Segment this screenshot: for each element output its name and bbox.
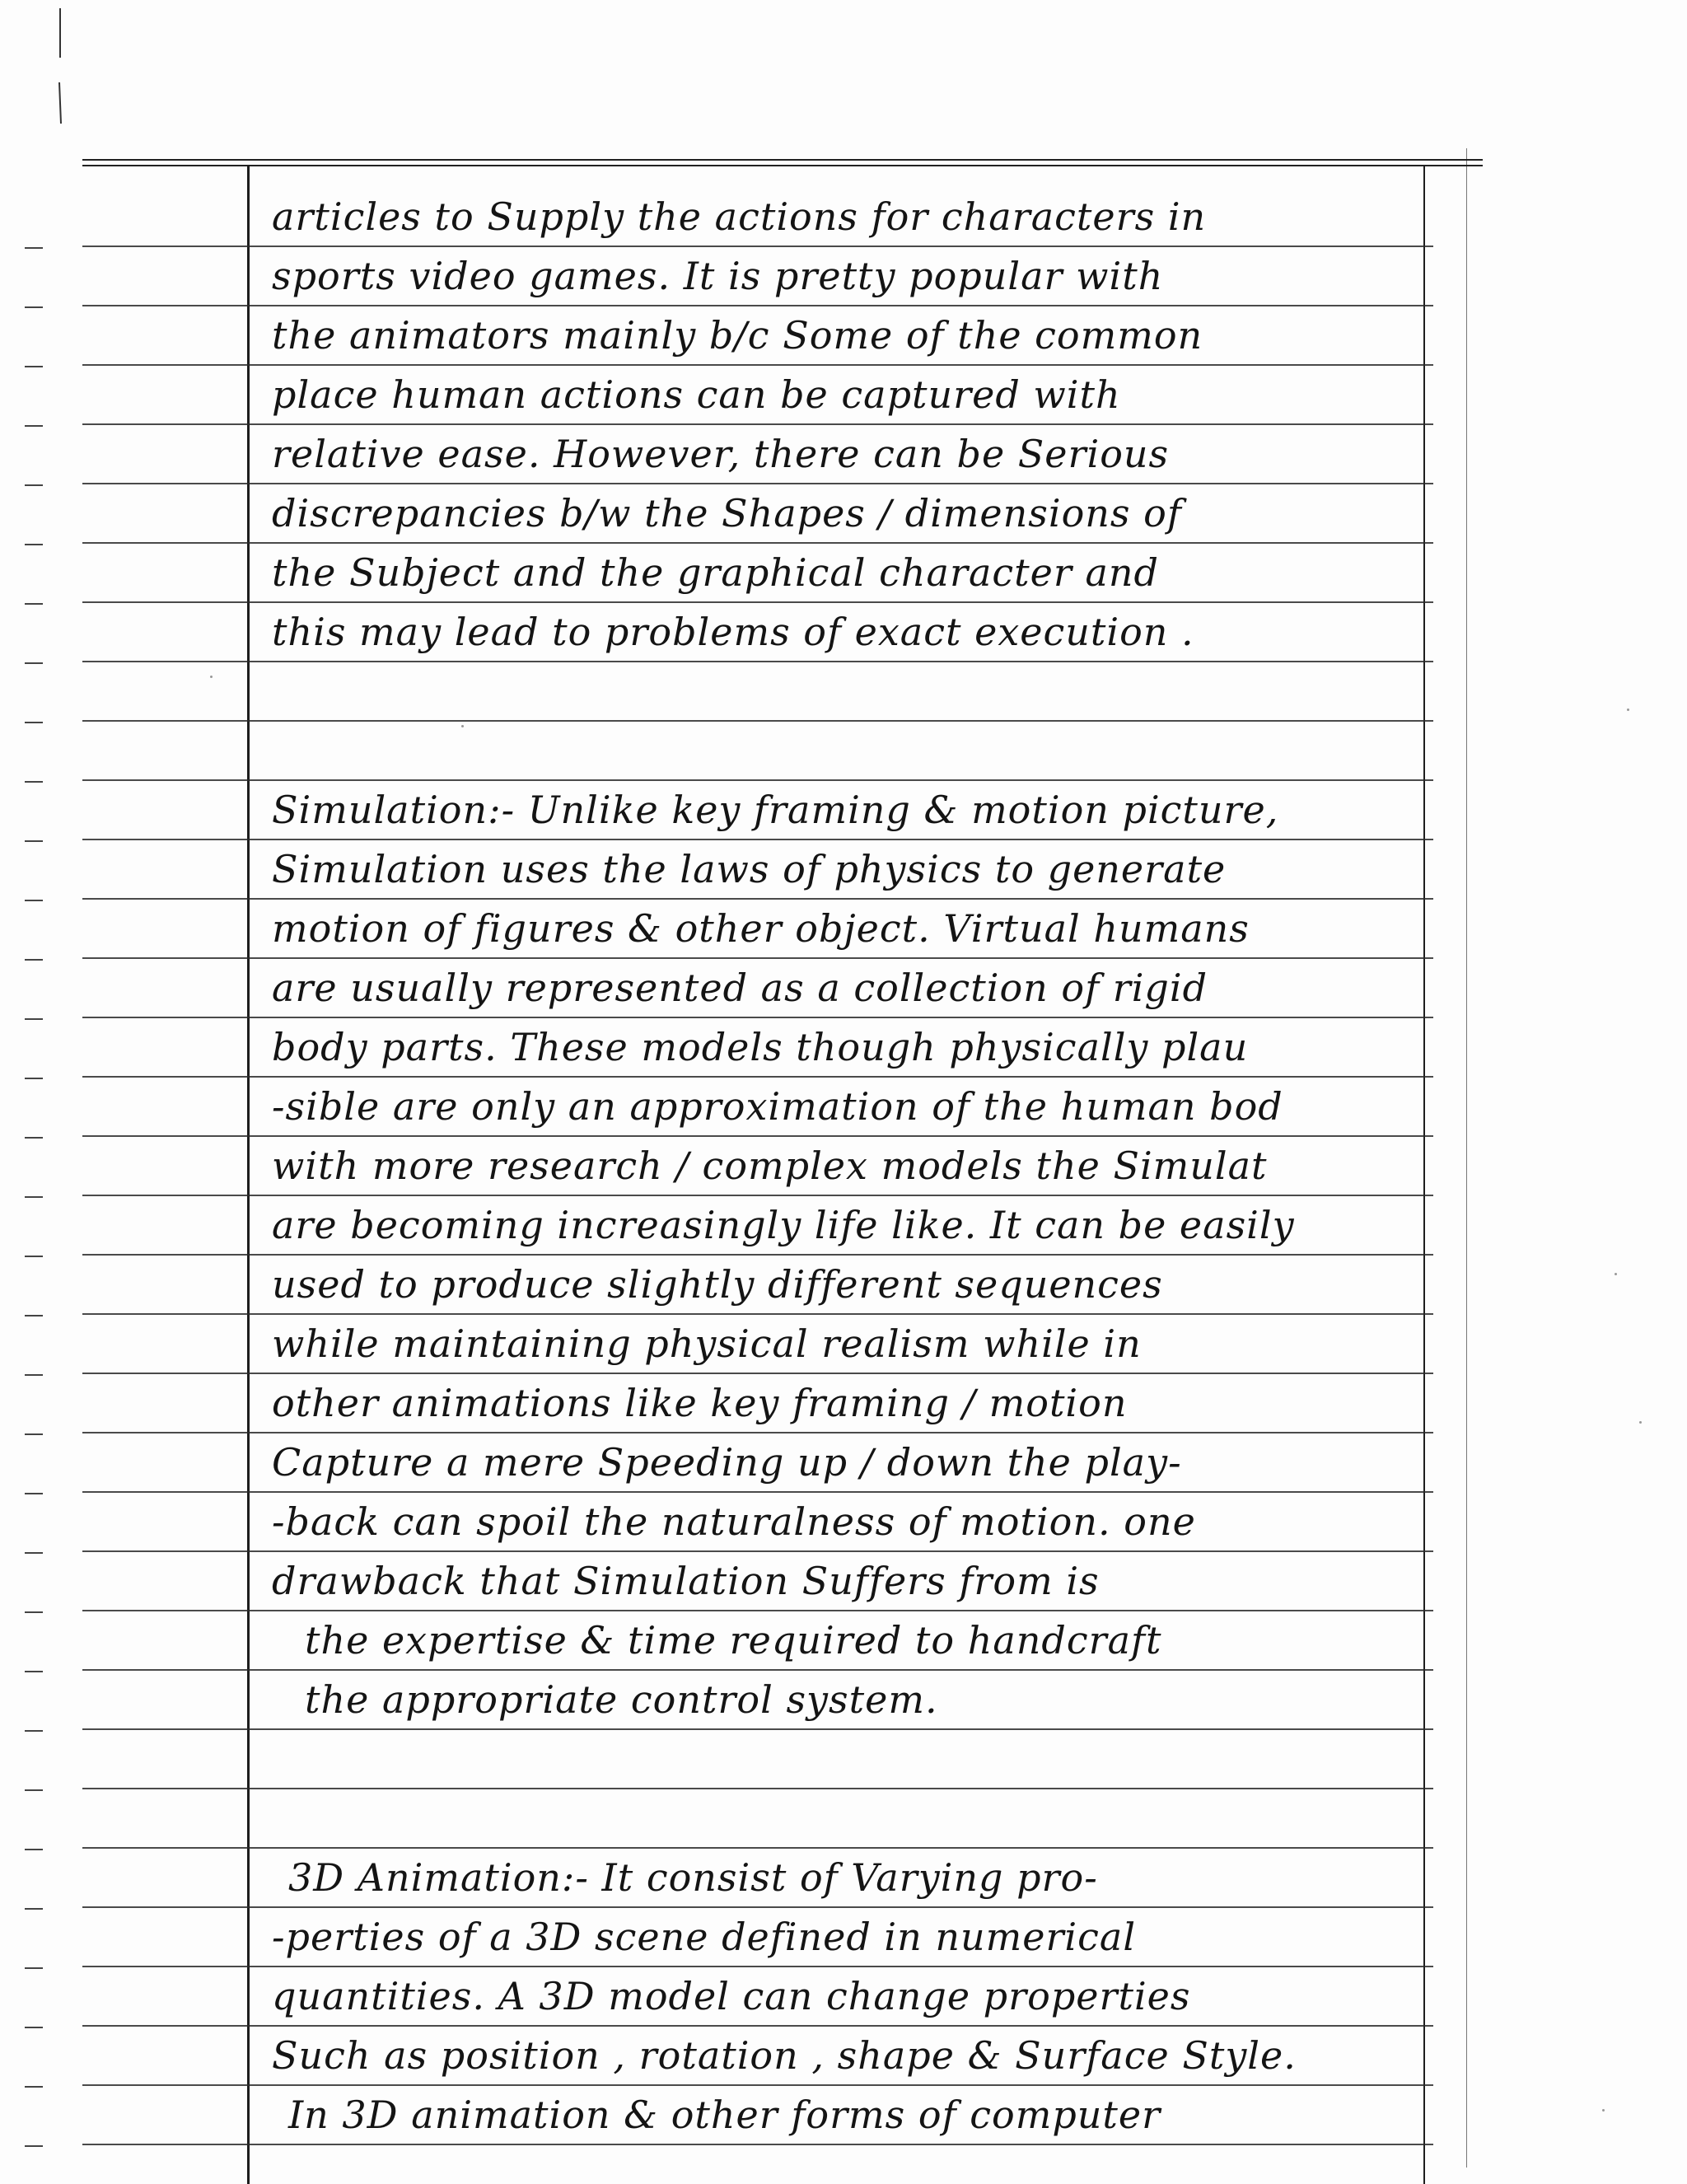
text-line: Capture a mere Speeding up / down the play- [272,1440,1182,1485]
margin-tick [25,1493,43,1494]
text-line: In 3D animation & other forms of computer [288,2093,1161,2137]
text-line: quantities. A 3D model can change properties [272,1974,1191,2018]
text-line: Simulation uses the laws of physics to generate [272,847,1227,891]
text-line: discrepancies b/w the Shapes / dimensions of [272,491,1182,535]
margin-tick [25,1315,43,1316]
margin-tick [25,1671,43,1672]
text-line: the animators mainly b/c Some of the common [272,313,1203,358]
paper-speck [461,725,464,727]
margin-tick [25,1849,43,1850]
text-line: this may lead to problems of exact execution . [272,610,1194,654]
text-line: other animations like key framing / motion [272,1381,1128,1425]
margin-tick [25,1967,43,1969]
text-line: with more research / complex models the Simulat [272,1143,1268,1188]
text-line: -sible are only an approximation of the human bod [272,1084,1283,1129]
margin-tick [25,1256,43,1257]
margin-tick [25,425,43,427]
margin-tick [25,1789,43,1791]
margin-tick [25,959,43,961]
3d-animation-heading-line: 3D Animation:- It consist of Varying pro- [288,1855,1098,1900]
text-line: Such as position , rotation , shape & Surface Style. [272,2033,1297,2078]
rule-line [82,720,1433,722]
margin-tick [25,1552,43,1554]
rule-line [82,2144,1433,2145]
margin-tick [25,722,43,723]
margin-tick [25,900,43,901]
paper-speck [1602,2109,1605,2112]
text-line: used to produce slightly different sequences [272,1262,1163,1307]
rule-line [82,1788,1433,1789]
rule-line [82,661,1433,662]
text-line: the Subject and the graphical character and [272,550,1159,595]
text-line: drawback that Simulation Suffers from is [272,1559,1100,1603]
text-line: place human actions can be captured with [272,372,1121,417]
text-line: body parts. These models though physically plau [272,1025,1249,1069]
text-line: the appropriate control system. [305,1677,938,1722]
margin-tick [25,1433,43,1435]
text-line: -perties of a 3D scene defined in numerical [272,1915,1137,1959]
margin-tick [25,1908,43,1910]
margin-tick [25,544,43,545]
margin-tick [25,840,43,842]
margin-tick [25,2145,43,2147]
margin-tick [25,2027,43,2028]
text-line: while maintaining physical realism while in [272,1321,1142,1366]
margin-tick [25,1374,43,1376]
margin-tick [25,366,43,367]
margin-tick [25,1078,43,1079]
margin-tick [25,306,43,308]
margin-tick [25,662,43,664]
rule-line [82,1728,1433,1730]
simulation-heading-line: Simulation:- Unlike key framing & motion picture, [272,788,1279,832]
margin-tick [25,484,43,486]
margin-tick [25,1196,43,1198]
text-line: -back can spoil the naturalness of motion. one [272,1499,1196,1544]
paper-speck [1639,1421,1642,1424]
text-line: articles to Supply the actions for characters in [272,194,1207,239]
margin-tick [25,1611,43,1613]
text-line: the expertise & time required to handcraft [305,1618,1162,1663]
paper-speck [1627,709,1629,711]
paper-speck [1615,1273,1617,1275]
margin-tick [25,247,43,249]
text-line: relative ease. However, there can be Serious [272,432,1170,476]
text-line: sports video games. It is pretty popular with [272,254,1164,298]
margin-tick [25,1730,43,1732]
margin-tick [25,1137,43,1139]
paper-speck [210,676,213,678]
margin-tick [25,603,43,605]
pen-mark [58,8,63,132]
text-line: are becoming increasingly life like. It can be easily [272,1203,1295,1247]
margin-tick [25,1018,43,1020]
right-margin-line [1466,148,1467,2168]
margin-tick [25,781,43,783]
text-line: are usually represented as a collection of rigid [272,966,1208,1010]
text-line: motion of figures & other object. Virtual humans [272,906,1250,951]
margin-tick [25,2086,43,2088]
